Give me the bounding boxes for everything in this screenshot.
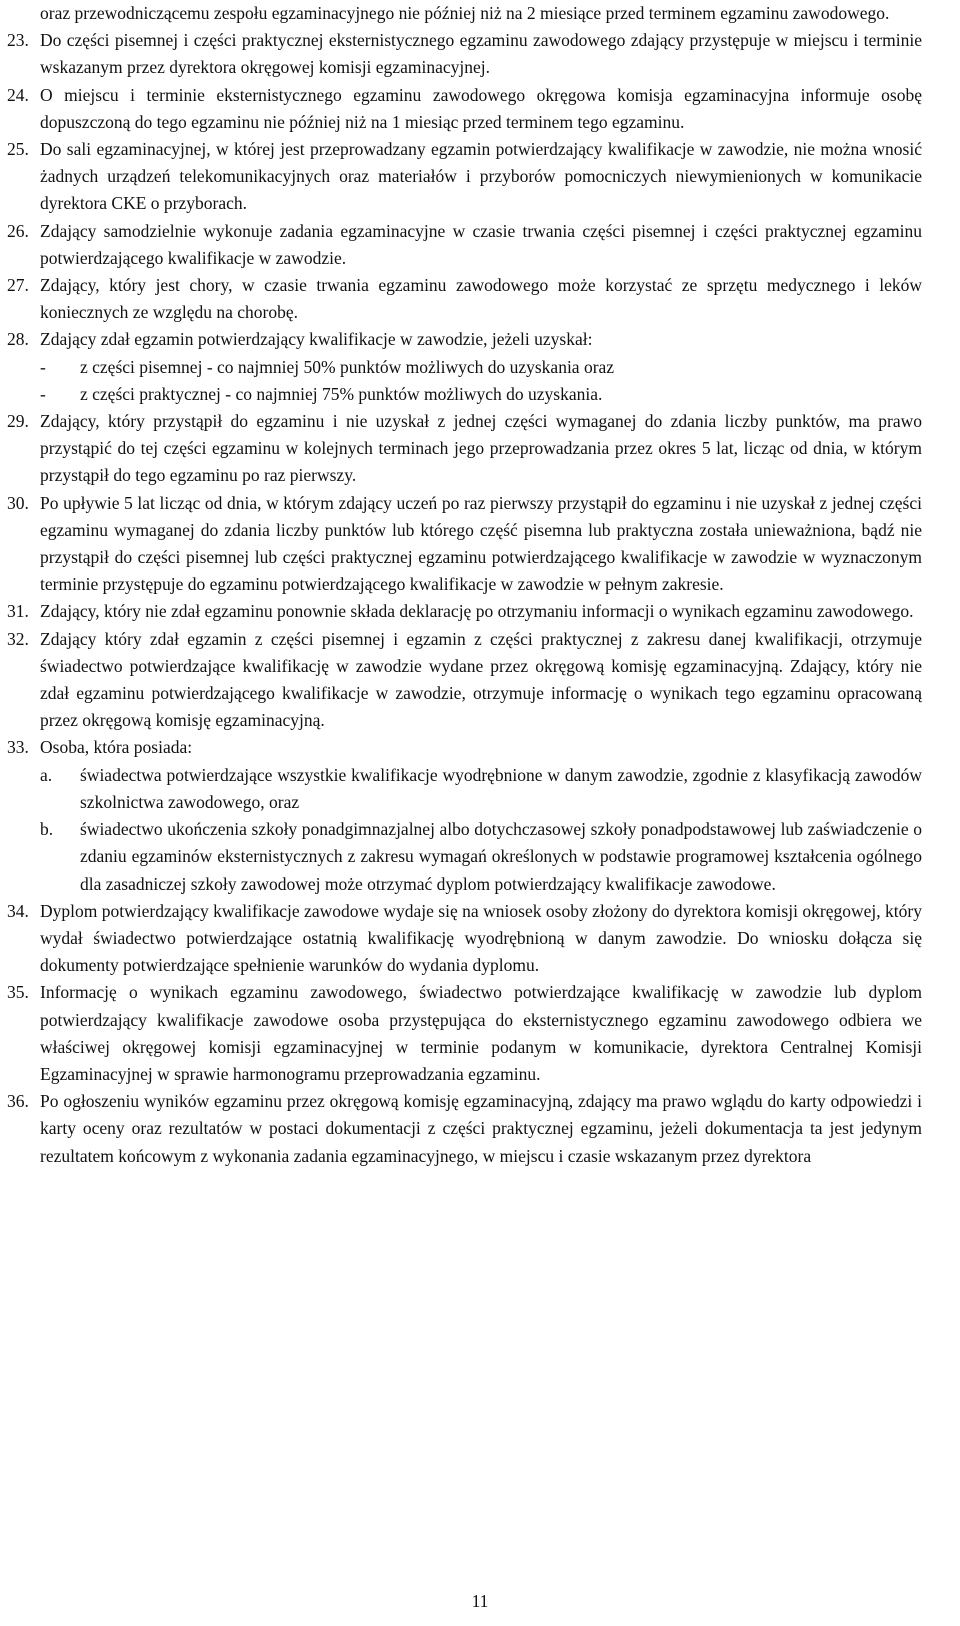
item-text: Zdający samodzielnie wykonuje zadania egzaminacyjne w czasie trwania części pisemnej i części praktycznej egzaminu potwierdzającego kwalifikacje w zawodzie. (40, 220, 922, 268)
numbered-item (0, 82, 960, 136)
sub-item-text: świadectwa potwierdzające wszystkie kwalifikacje wyodrębnione w danym zawodzie, zgodnie z klasyfikacją zawodów szkolnictwa zawodowego, oraz (80, 764, 922, 812)
item-text: Dyplom potwierdzający kwalifikacje zawodowe wydaje się na wniosek osoby złożony do dyrektora komisji okręgowej, który wydał świadectwo potwierdzające ostatnią kwalifikację wyodrębnioną w danym zawodzie. Do wniosku dołącza się dokumenty potwierdzające spełnienie warunków do wydania dyplomu. (40, 900, 922, 976)
numbered-item (0, 1088, 960, 1170)
item-number: 27. (7, 275, 29, 296)
item-text: O miejscu i terminie eksternistycznego egzaminu zawodowego okręgowa komisja egzaminacyjna informuje osobę dopuszczoną do tego egzaminu nie później niż na 1 miesiąc przed terminem tego egzaminu. (40, 84, 922, 132)
item-text: Zdający zdał egzamin potwierdzający kwalifikacje w zawodzie, jeżeli uzyskał: (40, 329, 593, 350)
numbered-item (0, 898, 960, 980)
item-number: 31. (7, 601, 29, 622)
dash-item-text: z części pisemnej - co najmniej 50% punktów możliwych do uzyskania oraz (80, 356, 615, 377)
dash-list-item (0, 354, 960, 381)
numbered-item (0, 490, 960, 599)
numbered-item (0, 626, 960, 735)
item-text: Informację o wynikach egzaminu zawodowego, świadectwo potwierdzające kwalifikację w zawodzie lub dyplom potwierdzający kwalifikacje zawodowe osoba przystępująca do eksternistycznego egzaminu zawodowego odbiera we właściwej okręgowej komisji egzaminacyjnej w terminie podanym w komunikacie, dyrektora Centralnej Komisji Egzaminacyjnej w sprawie harmonogramu przeprowadzania egzaminu. (40, 982, 922, 1084)
item-number: 33. (7, 737, 29, 758)
item-number: 25. (7, 139, 29, 160)
numbered-item (0, 27, 960, 81)
item-text: Po ogłoszeniu wyników egzaminu przez okręgową komisję egzaminacyjną, zdający ma prawo wglądu do karty odpowiedzi i karty oceny oraz rezultatów w postaci dokumentacji z części praktycznej egzaminu, jeżeli dokumentacja ta jest jedynym rezultatem końcowym z wykonania zadania egzaminacyjnego, w miejscu i czasie wskazanym przez dyrektora (40, 1091, 922, 1166)
page-number: 11 (471, 1591, 489, 1611)
numbered-item (0, 136, 960, 218)
item-text: Po upływie 5 lat licząc od dnia, w którym zdający uczeń po raz pierwszy przystąpił do egzaminu i nie uzyskał z jednej części egzaminu wymaganej do zdania liczby punktów lub którego część pisemna lub praktyczna została unieważniona, bądź nie przystąpił do części pisemnej lub części praktycznej egzaminu potwierdzającego kwalifikacje w zawodzie w wyznaczonym terminie przystępuje do egzaminu potwierdzającego kwalifikacje w zawodzie w pełnym zakresie. (40, 492, 922, 595)
numbered-item (0, 979, 960, 1088)
item-number: 30. (7, 492, 29, 513)
item-text: Zdający, który jest chory, w czasie trwania egzaminu zawodowego może korzystać ze sprzętu medycznego i leków koniecznych ze względu na chorobę. (40, 275, 922, 323)
item-text: Do sali egzaminacyjnej, w której jest przeprowadzany egzamin potwierdzający kwalifikacje w zawodzie, nie można wnosić żadnych urządzeń telekomunikacyjnych oraz materiałów i przyborów pomocniczych niewymienionych w komunikacie dyrektora CKE o przyborach. (40, 139, 922, 214)
item-number: 32. (7, 628, 29, 649)
numbered-item (0, 326, 960, 353)
item-text: Zdający który zdał egzamin z części pisemnej i egzamin z części praktycznej z zakresu danej kwalifikacji, otrzymuje świadectwo potwierdzające kwalifikację w zawodzie wydane przez okręgową komisję egzaminacyjną. Zdający, który nie zdał egzaminu potwierdzającego kwalifikacje w zawodzie, otrzymuje informację o wynikach tego egzaminu opracowaną przez okręgową komisję egzaminacyjną. (40, 628, 922, 731)
item-number: 36. (7, 1091, 29, 1112)
item-text: Do części pisemnej i części praktycznej eksternistycznego egzaminu zawodowego zdający przystępuje w miejscu i terminie wskazanym przez dyrektora okręgowej komisji egzaminacyjnej. (40, 30, 922, 78)
numbered-item (0, 408, 960, 490)
continuation-paragraph: oraz przewodniczącemu zespołu egzaminacyjnego nie później niż na 2 miesiące przed terminem egzaminu zawodowego. (40, 3, 890, 23)
item-number: 29. (7, 411, 29, 432)
item-number: 34. (7, 900, 29, 921)
sub-item-text: świadectwo ukończenia szkoły ponadgimnazjalnej albo dotychczasowej szkoły ponadpodstawowej lub zaświadczenie o zdaniu egzaminów eksternistycznych z zakresu wymagań określonych w podstawie programowej kształcenia ogólnego dla zasadniczej szkoły zawodowej może otrzymać dyplom potwierdzający kwalifikacje zawodowe. (80, 819, 922, 894)
item-text: Zdający, który nie zdał egzaminu ponownie składa deklarację po otrzymaniu informacji o wynikach egzaminu zawodowego. (40, 601, 914, 622)
item-number: 35. (7, 982, 29, 1003)
item-text: Zdający, który przystąpił do egzaminu i nie uzyskał z jednej części wymaganej do zdania liczby punktów, ma prawo przystąpić do tej części egzaminu w kolejnych terminach jego przeprowadzania przez okres 5 lat, licząc od dnia, w którym przystąpił do tego egzaminu po raz pierwszy. (40, 411, 922, 486)
dash-item-text: z części praktycznej - co najmniej 75% punktów możliwych do uzyskania. (80, 383, 603, 404)
item-number: 24. (7, 84, 29, 105)
numbered-item (0, 598, 960, 625)
item-text: Osoba, która posiada: (40, 737, 193, 758)
lettered-sub-item (0, 816, 960, 898)
item-number: 28. (7, 329, 29, 350)
item-number: 26. (7, 220, 29, 241)
dash-marker: - (40, 356, 46, 377)
dash-marker: - (40, 383, 46, 404)
sub-item-letter: b. (40, 819, 54, 840)
sub-item-letter: a. (40, 764, 53, 785)
item-number: 23. (7, 30, 29, 51)
lettered-sub-item (0, 762, 960, 816)
numbered-item (0, 734, 960, 761)
numbered-item (0, 218, 960, 272)
numbered-item (0, 272, 960, 326)
dash-list-item (0, 381, 960, 408)
